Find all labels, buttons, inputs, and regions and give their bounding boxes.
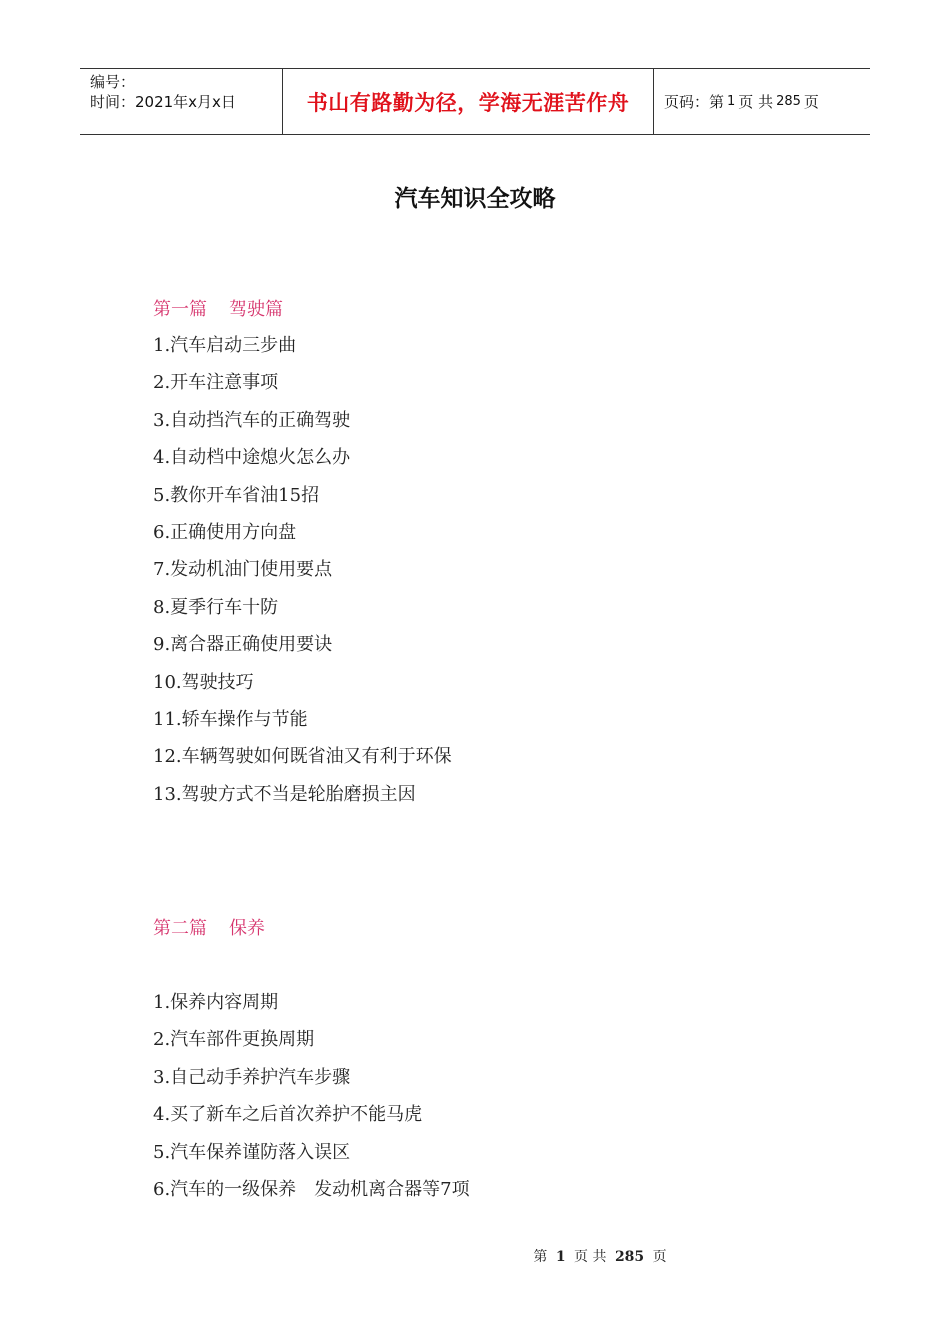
section-name-label: 驾驶篇 [229, 299, 283, 320]
page-footer [0, 1246, 950, 1266]
header-page-prefix: 页码：第 [664, 93, 725, 111]
list-item: 1.汽车启动三步曲 [153, 335, 297, 356]
list-item: 5.汽车保养谨防落入误区 [153, 1141, 351, 1163]
section-part-label: 第二篇 [153, 918, 207, 939]
header-page-total: 285 [776, 94, 801, 109]
section-1-list [153, 327, 452, 813]
section-name-label: 保养 [229, 918, 265, 939]
section-part-label: 第一篇 [153, 299, 207, 320]
header-page-current: 1 [727, 94, 736, 109]
time-label: 时间：2021年x月x日 [90, 93, 236, 111]
footer-page-total: 285 [614, 1249, 645, 1265]
list-item: 11.轿车操作与节能 [153, 708, 308, 730]
header-page-middle: 页 共 [738, 93, 774, 111]
list-item: 7.发动机油门使用要点 [153, 559, 333, 581]
list-item: 5.教你开车省油15招 [153, 484, 320, 506]
document-header [80, 68, 870, 135]
list-item: 1.保养内容周期 [153, 992, 279, 1013]
header-page-suffix: 页 [803, 93, 819, 111]
section-2-list [153, 984, 470, 1208]
list-item: 2.汽车部件更换周期 [153, 1029, 315, 1051]
list-item: 3.自己动手养护汽车步骤 [153, 1066, 351, 1088]
list-item: 12.车辆驾驶如何既省油又有利于环保 [153, 746, 452, 768]
list-item: 4.买了新车之后首次养护不能马虎 [153, 1104, 423, 1126]
footer-prefix: 第 [533, 1249, 548, 1265]
list-item: 4.自动档中途熄火怎么办 [153, 447, 351, 469]
header-motto: 书山有路勤为径，学海无涯苦作舟 [306, 90, 630, 115]
list-item: 3.自动挡汽车的正确驾驶 [153, 409, 351, 431]
section-heading-2 [153, 914, 265, 940]
footer-suffix: 页 [652, 1249, 667, 1265]
footer-page-current: 1 [555, 1249, 566, 1265]
document-title: 汽车知识全攻略 [394, 185, 556, 212]
serial-label: 编号： [90, 73, 136, 91]
section-heading-1 [153, 295, 283, 321]
header-meta [80, 69, 282, 134]
header-motto-cell [282, 69, 654, 134]
list-item: 9.离合器正确使用要诀 [153, 634, 333, 656]
list-item: 10.驾驶技巧 [153, 671, 254, 693]
footer-middle: 页 共 [574, 1249, 607, 1265]
list-item: 2.开车注意事项 [153, 372, 279, 394]
list-item: 8.夏季行车十防 [153, 596, 279, 618]
list-item: 6.汽车的一级保养 发动机离合器等7项 [153, 1178, 470, 1200]
list-item: 6.正确使用方向盘 [153, 521, 297, 543]
list-item: 13.驾驶方式不当是轮胎磨损主因 [153, 783, 416, 805]
header-page-info [654, 69, 870, 134]
